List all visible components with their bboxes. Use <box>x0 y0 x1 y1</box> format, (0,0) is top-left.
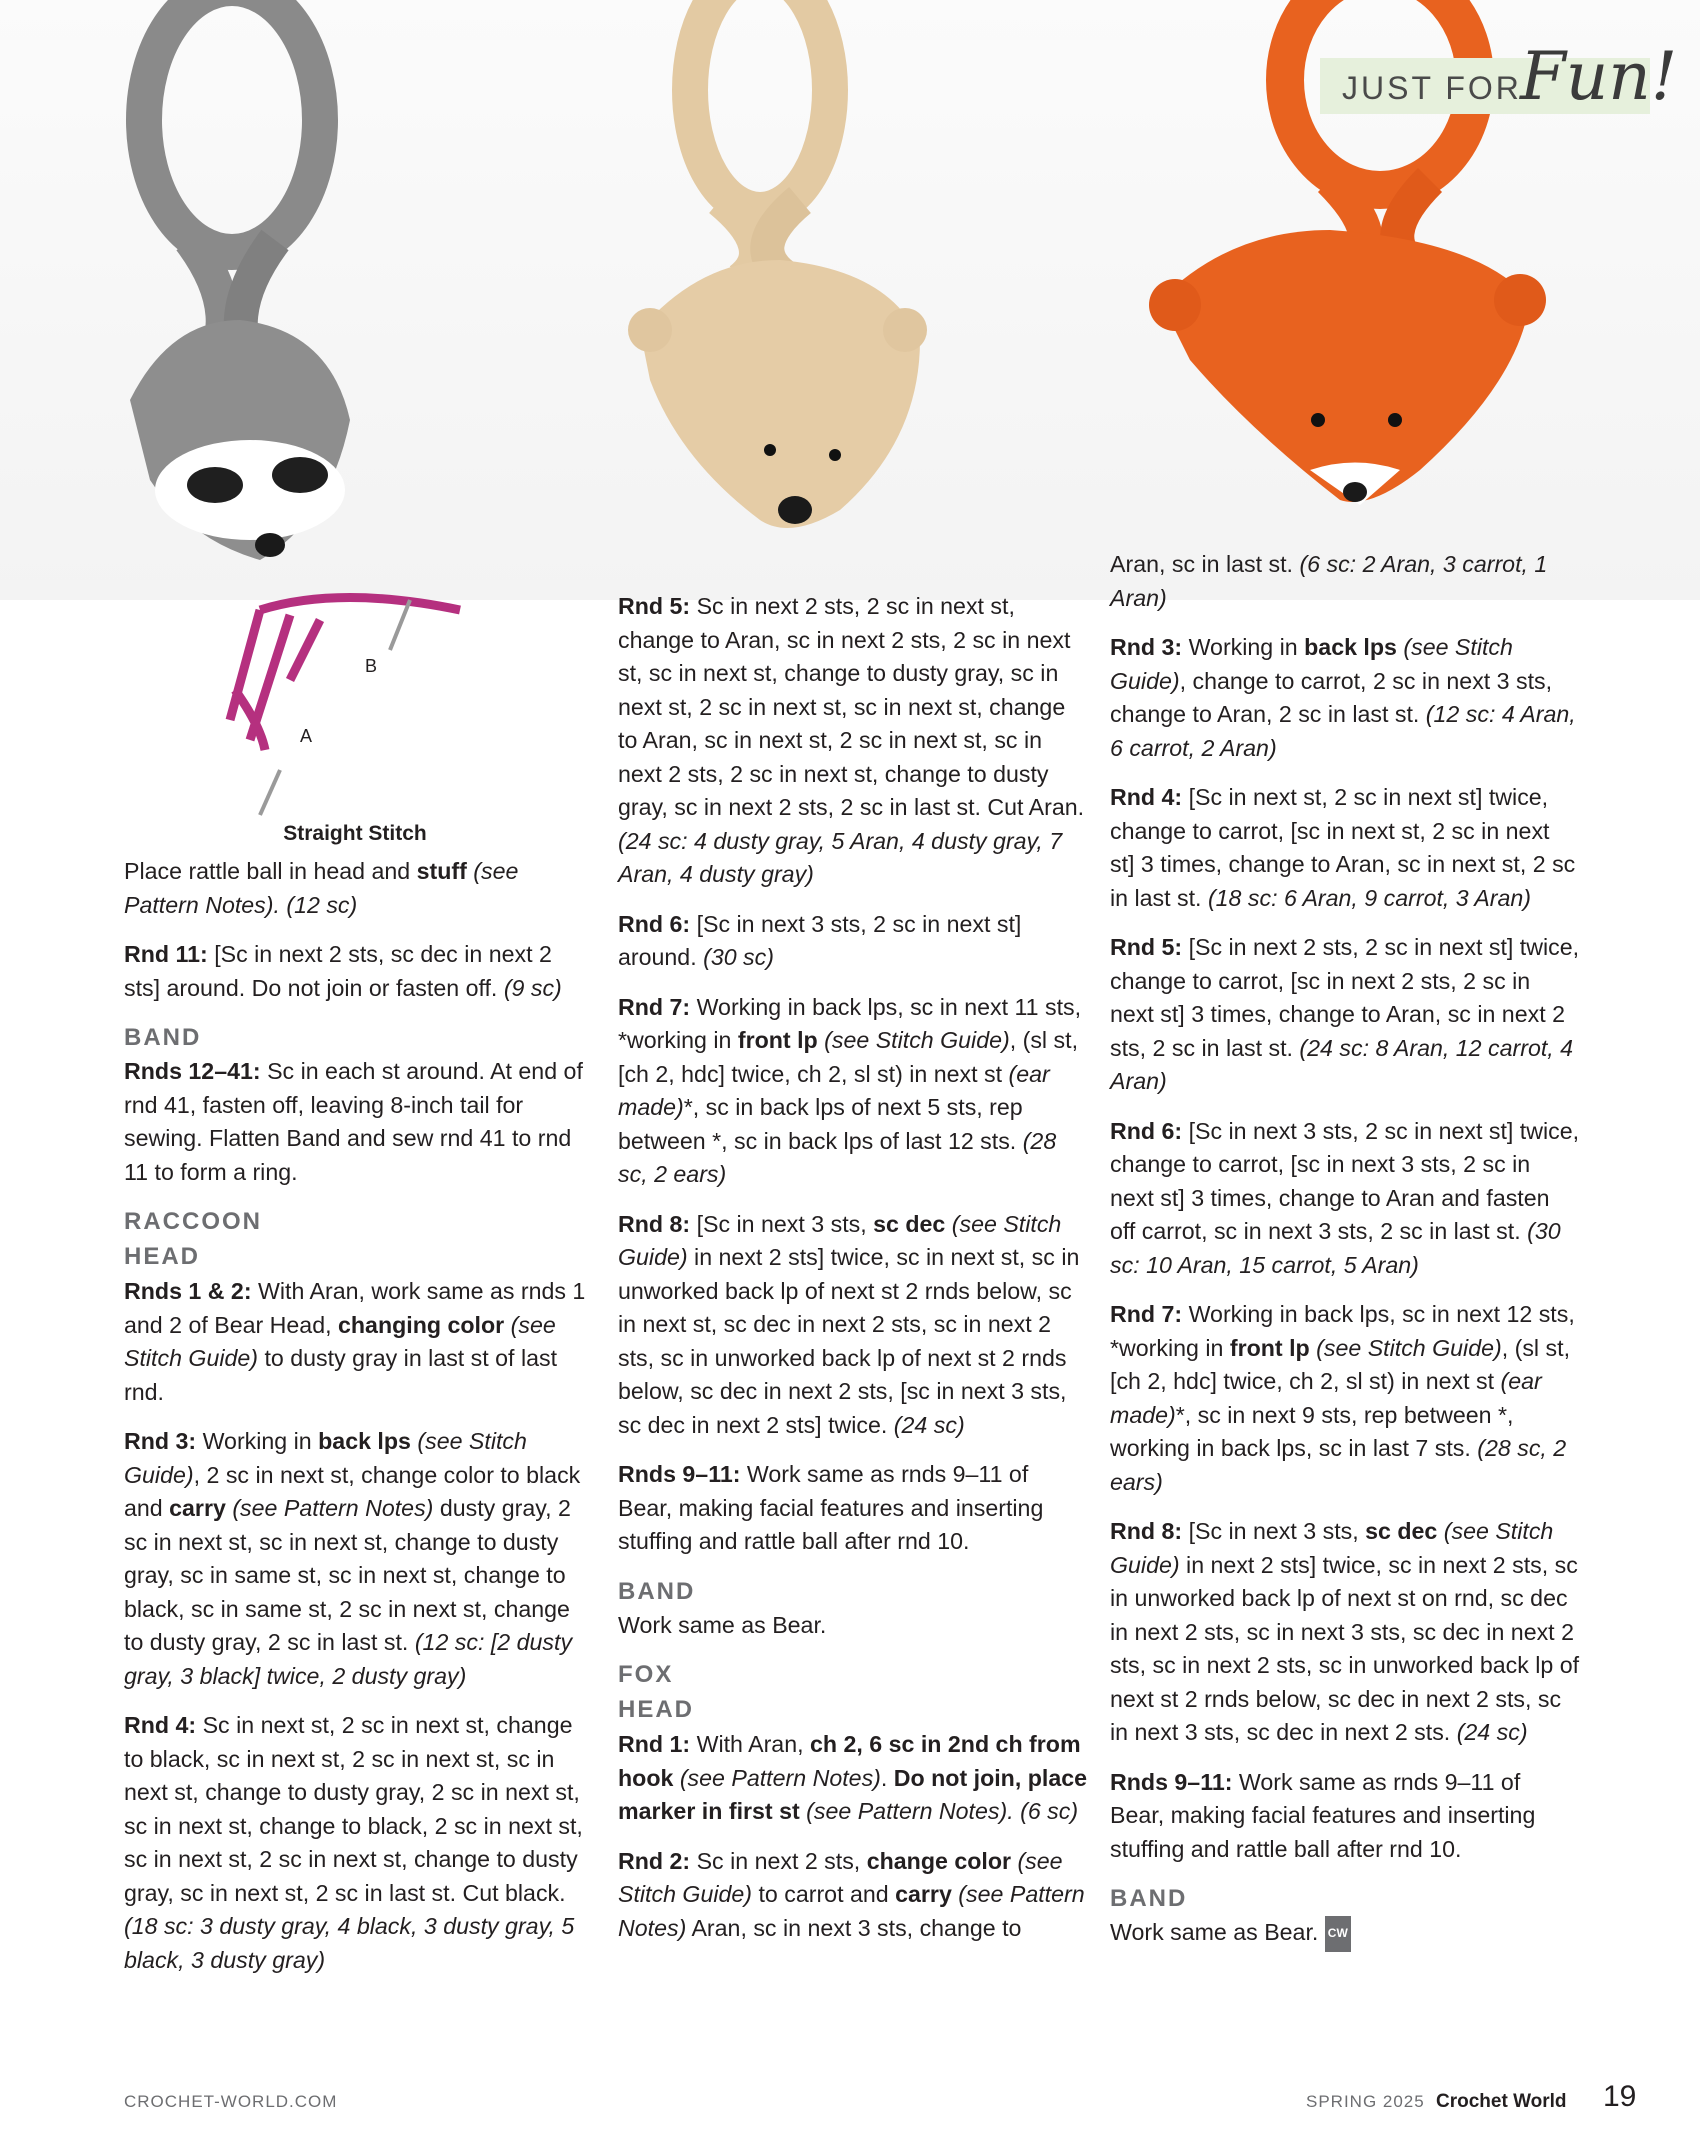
fox-rnd-2-cont: Aran, sc in last st. (6 sc: 2 Aran, 3 carrot, 1 Aran) <box>1110 551 1548 611</box>
diagram-label-b: B <box>365 656 378 676</box>
diagram-caption: Straight Stitch <box>283 822 427 845</box>
fox-rnd-6: Rnd 6: [Sc in next 3 sts, 2 sc in next st] twice, change to carrot, [sc in next 3 sts, 2 sc in next st] 3 times, change to Aran and fasten off carrot, sc in next 3 sts, 2 sc in last st. (30 sc: 10 Aran, 15 carrot, 5 Aran) <box>1110 1117 1580 1278</box>
fox-rnd-8: Rnd 8: [Sc in next 3 sts, sc dec (see Stitch Guide) in next 2 sts] twice, sc in next 2 sts, sc in unworked back lp of next st on rnd, sc dec in next 2 sts, sc in next 3 sts, sc dec in next 2 sts, sc in next 2 sts, sc in unworked back lp of next st 2 rnds below, sc dec in next 2 sts, sc in next 3 sts, sc dec in next 2 sts. (24 sc) <box>1110 1518 1580 1745</box>
diagram-label-a: A <box>300 726 313 746</box>
fox-rnd-2: Rnd 2: Sc in next 2 sts, change color (see Stitch Guide) to carrot and carry (see Pattern Notes) Aran, sc in next 3 sts, change to <box>618 1847 1085 1941</box>
raccoon-heading: RACCOON <box>124 1208 262 1235</box>
raccoon-rnd-8: Rnd 8: [Sc in next 3 sts, sc dec (see Stitch Guide) in next 2 sts] twice, sc in next st, sc in unworked back lp of next st 2 rnds below, sc in next st, sc dec in next 2 sts, sc in next 2 sts, sc in unworked back lp of next st 2 rnds below, sc dec in next 2 sts, [sc in next 3 sts, sc dec in next 2 sts] twice. (24 sc) <box>618 1210 1080 1438</box>
footer-issue: SPRING 2025 <box>1306 2092 1425 2111</box>
bear-rattle <box>628 0 927 528</box>
fox-head-heading: HEAD <box>618 1696 695 1723</box>
fox-band-text: Work same as Bear. CW <box>1110 1916 1580 1952</box>
straight-stitch-diagram <box>220 590 480 820</box>
column-1 <box>124 855 594 1993</box>
column-3 <box>1110 548 1580 1968</box>
raccoon-rnd-3: Rnd 3: Working in back lps (see Stitch Guide), 2 sc in next st, change color to black and carry (see Pattern Notes) dusty gray, 2 sc in next st, sc in next st, change to dusty gray, sc in same st, sc in next st, change to black, sc in same st, 2 sc in next st, change to dusty gray, 2 sc in last st. (12 sc: [2 dusty gray, 3 black] twice, 2 dusty gray) <box>124 1428 581 1689</box>
fox-rnd-4: Rnd 4: [Sc in next st, 2 sc in next st] twice, change to carrot, [sc in next st, 2 sc in next st] 3 times, change to Aran, sc in next st, 2 sc in last st. (18 sc: 6 Aran, 9 carrot, 3 Aran) <box>1110 784 1576 911</box>
raccoon-rnd-6: Rnd 6: [Sc in next 3 sts, 2 sc in next st] around. (30 sc) <box>618 910 1022 970</box>
raccoon-rnds-9-11: Rnds 9–11: Work same as rnds 9–11 of Bear, making facial features and inserting stuffing and rattle ball after rnd 10. <box>618 1461 1044 1554</box>
paragraph-stuff: Place rattle ball in head and stuff (see Pattern Notes). (12 sc) <box>124 858 519 918</box>
footer-brand: Crochet World <box>1436 2091 1567 2112</box>
rnd-11: Rnd 11: [Sc in next 2 sts, sc dec in next 2 sts] around. Do not join or fasten off. (9 sc) <box>124 941 562 1001</box>
fox-rnds-9-11: Rnds 9–11: Work same as rnds 9–11 of Bear, making facial features and inserting stuffing and rattle ball after rnd 10. <box>1110 1768 1536 1862</box>
raccoon-rnds-1-2: Rnds 1 & 2: With Aran, work same as rnds 1 and 2 of Bear Head, changing color (see Stitch Guide) to dusty gray in last st of last rnd. <box>124 1278 586 1405</box>
raccoon-band-text: Work same as Bear. <box>618 1611 827 1638</box>
fox-rnd-7: Rnd 7: Working in back lps, sc in next 12 sts, *working in front lp (see Stitch Guide), (sl st, [ch 2, hdc] twice, ch 2, sl st) in next st (ear made)*, sc in next 9 sts, rep between *, working in back lps, sc in last 7 sts. (28 sc, 2 ears) <box>1110 1301 1575 1495</box>
badge-prefix: JUST FOR <box>1342 70 1522 106</box>
raccoon-rnd-5: Rnd 5: Sc in next 2 sts, 2 sc in next st, change to Aran, sc in next 2 sts, 2 sc in next st, sc in next st, change to dusty gray, sc in next st, 2 sc in next st, sc in next st, change to Aran, sc in next st, 2 sc in next st, sc in next 2 sts, 2 sc in next st, change to dusty gray, sc in next 2 sts, 2 sc in last st. Cut Aran. (24 sc: 4 dusty gray, 5 Aran, 4 dusty gray, 7 Aran, 4 dusty gray) <box>618 593 1085 887</box>
fox-heading: FOX <box>618 1661 674 1688</box>
raccoon-rnd-4: Rnd 4: Sc in next st, 2 sc in next st, change to black, sc in next st, 2 sc in next st, sc in next st, change to dusty gray, 2 sc in next st, sc in next st, change to black, 2 sc in next st, sc in next st, 2 sc in next st, change to dusty gray, sc in next st, 2 sc in last st. Cut black. (18 sc: 3 dusty gray, 4 black, 3 dusty gray, 5 black, 3 dusty gray) <box>124 1712 583 1973</box>
footer-website: CROCHET-WORLD.COM <box>124 2092 338 2111</box>
column-2 <box>618 590 1088 1961</box>
band-heading: BAND <box>124 1024 202 1051</box>
page-number: 19 <box>1603 2080 1637 2113</box>
raccoon-band-heading: BAND <box>618 1577 696 1605</box>
fox-rnd-3: Rnd 3: Working in back lps (see Stitch Guide), change to carrot, 2 sc in next 3 sts, change to Aran, 2 sc in last st. (12 sc: 4 Aran, 6 carrot, 2 Aran) <box>1110 634 1576 761</box>
fox-rnd-5: Rnd 5: [Sc in next 2 sts, 2 sc in next st] twice, change to carrot, [sc in next 2 sts, 2 sc in next st] 3 times, change to Aran, sc in next 2 sts, 2 sc in last st. (24 sc: 8 Aran, 12 carrot, 4 Aran) <box>1110 934 1580 1094</box>
fox-rnd-1: Rnd 1: With Aran, ch 2, 6 sc in 2nd ch from hook (see Pattern Notes). Do not join, place marker in first st (see Pattern Notes). (6 sc) <box>618 1731 1088 1824</box>
fox-band-heading: BAND <box>1110 1885 1188 1912</box>
rnds-12-41: Rnds 12–41: Sc in each st around. At end of rnd 41, fasten off, leaving 8-inch tail for sewing. Flatten Band and sew rnd 41 to rnd 11 to form a ring. <box>124 1058 583 1185</box>
raccoon-rattle <box>130 0 350 560</box>
cw-end-icon: CW <box>1325 1916 1351 1952</box>
badge-fun: Fun! <box>1520 38 1678 115</box>
raccoon-head-heading: HEAD <box>124 1243 201 1270</box>
raccoon-rnd-7: Rnd 7: Working in back lps, sc in next 11 sts, *working in front lp (see Stitch Guide), (sl st, [ch 2, hdc] twice, ch 2, sl st) in next st (ear made)*, sc in back lps of next 5 sts, rep between *, sc in back lps of last 12 sts. (28 sc, 2 ears) <box>618 993 1082 1187</box>
